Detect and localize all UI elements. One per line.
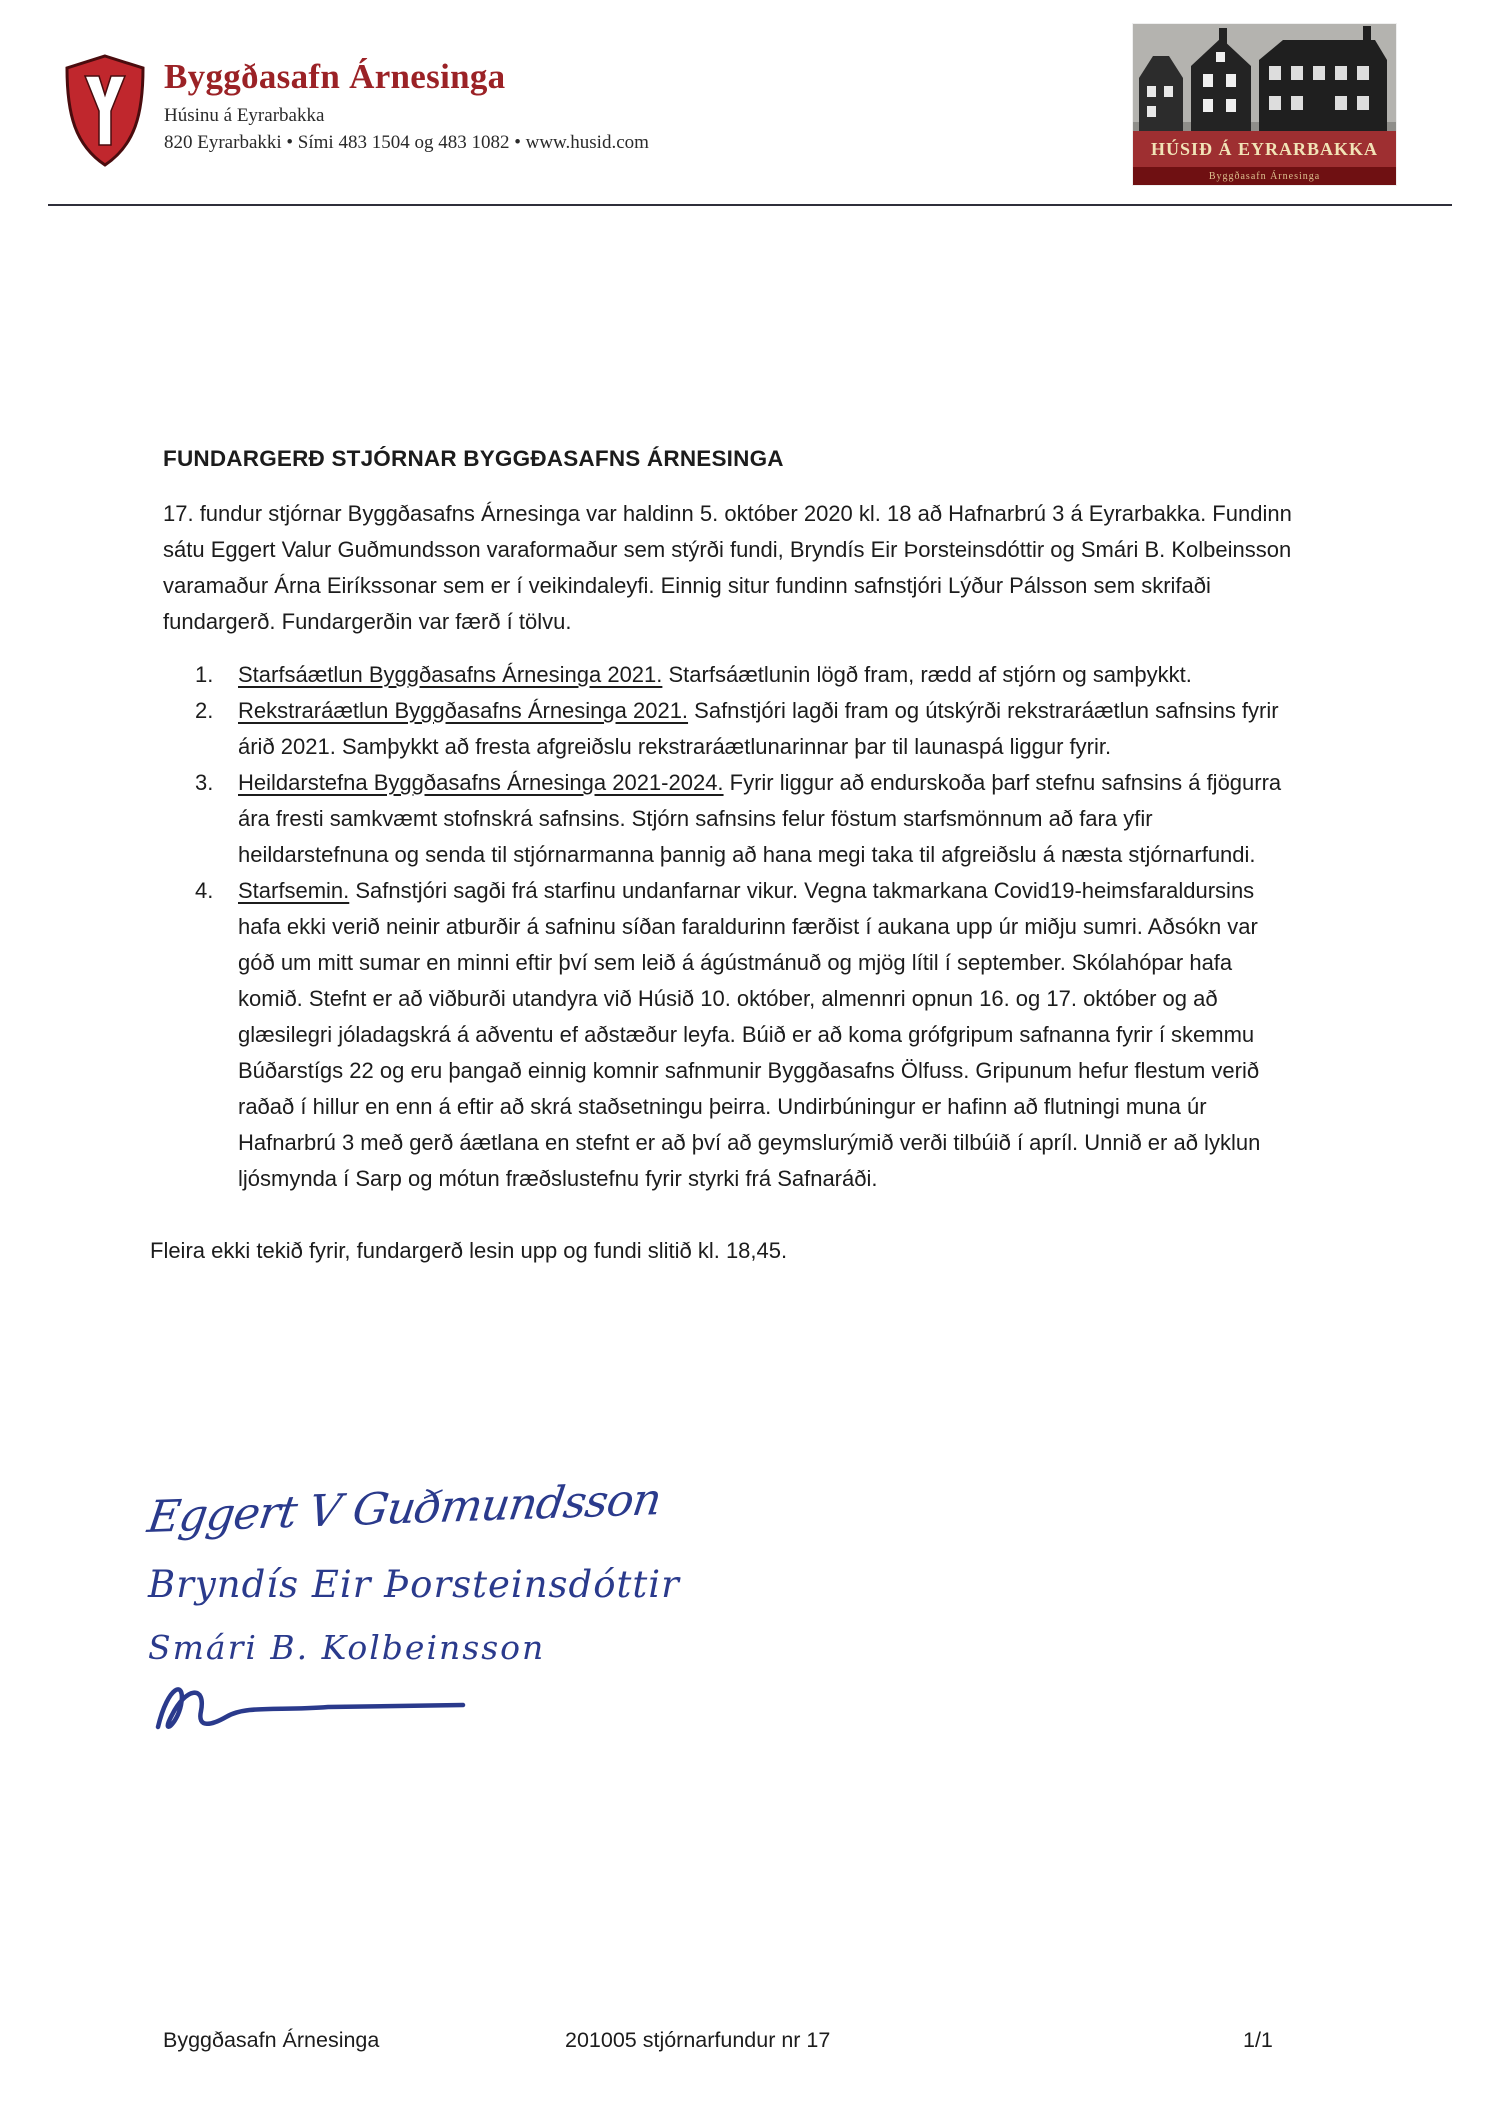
agenda-item-heading: Rekstraráætlun Byggðasafns Árnesinga 2021. xyxy=(238,698,689,723)
agenda-item-number: 2. xyxy=(195,698,214,723)
letterhead-text xyxy=(164,52,649,154)
intro-paragraph: 17. fundur stjórnar Byggðasafns Árnesinga var haldinn 5. október 2020 kl. 18 að Hafnarbrú 3 á Eyrarbakka. Fundinn sátu Eggert Valur Guðmundsson varaformaður sem stýrði fundi, Bryndís Eir Þorsteinsdóttir og Smári B. Kolbeinsson varamaður Árna Eiríkssonar sem er í veikindaleyfi. Einnig situr fundinn safnstjóri Lýður Pálsson sem skrifaði fundargerð. Fundargerðin var færð í tölvu. xyxy=(163,501,1292,634)
agenda-item-text: Fyrir liggur að endurskoða þarf stefnu safnsins á fjögurra ára fresti samkvæmt stofnskrá safnsins. Stjórn safnsins felur föstum starfsmönnum að fara yfir heildarstefnuna og senda til stjórnarmanna þannig að hana megi taka til afgreiðslu á næsta stjórnarfundi. xyxy=(238,770,1282,867)
stamp-subtitle: Byggðasafn Árnesinga xyxy=(1133,167,1396,185)
signature-3-smari: Smári B. Kolbeinsson xyxy=(148,1628,546,1667)
header-divider xyxy=(48,204,1452,206)
footer-org-name: Byggðasafn Árnesinga xyxy=(163,2028,380,2052)
letterhead xyxy=(62,52,649,170)
agenda-item-heading: Heildarstefna Byggðasafns Árnesinga 2021-2024. xyxy=(238,770,724,795)
agenda-item-1 xyxy=(163,657,1295,693)
org-logo-shield-icon xyxy=(62,52,148,170)
org-name: Byggðasafn Árnesinga xyxy=(164,57,506,96)
agenda-item-number: 4. xyxy=(195,878,214,903)
signature-2-bryndis: Bryndís Eir Þorsteinsdóttir xyxy=(148,1563,680,1606)
husid-stamp xyxy=(1133,24,1396,185)
agenda-list xyxy=(163,657,1295,1197)
document-body xyxy=(150,441,1295,1291)
signature-block xyxy=(144,1474,908,1751)
org-tagline: Húsinu á Eyrarbakka xyxy=(164,104,325,126)
signature-1-eggert: Eggert V Guðmundsson xyxy=(144,1474,664,1543)
agenda-item-body xyxy=(238,873,1295,1197)
closing-paragraph: Fleira ekki tekið fyrir, fundargerð lesin upp og fundi slitið kl. 18,45. xyxy=(150,1238,788,1263)
agenda-item-number: 3. xyxy=(195,770,214,795)
agenda-item-number: 1. xyxy=(195,662,214,687)
document-title: FUNDARGERÐ STJÓRNAR BYGGÐASAFNS ÁRNESINGA xyxy=(163,446,784,471)
agenda-item-2 xyxy=(163,693,1295,765)
org-contact-line: 820 Eyrarbakki • Sími 483 1504 og 483 1082 • www.husid.com xyxy=(164,131,649,153)
agenda-item-text: Safnstjóri lagði fram og útskýrði rekstraráætlun safnsins fyrir árið 2021. Samþykkt að fresta afgreiðslu rekstraráætlunarinnar þar til launaspá liggur fyrir. xyxy=(238,698,1279,759)
agenda-item-body xyxy=(238,765,1295,873)
agenda-item-body xyxy=(238,657,1295,693)
agenda-item-4 xyxy=(163,873,1295,1197)
stamp-title: HÚSIÐ Á EYRARBAKKA xyxy=(1133,131,1396,167)
footer-page-number: 1/1 xyxy=(1243,2028,1273,2052)
agenda-item-body xyxy=(238,693,1295,765)
footer-document-id: 201005 stjórnarfundur nr 17 xyxy=(565,2028,831,2052)
agenda-item-3 xyxy=(163,765,1295,873)
houses-silhouette-icon xyxy=(1133,24,1396,131)
agenda-item-heading: Starfsemin. xyxy=(238,878,350,903)
agenda-item-text: Safnstjóri sagði frá starfinu undanfarnar vikur. Vegna takmarkana Covid19-heimsfaraldursins hafa ekki verið neinir atburðir á safninu síðan faraldurinn færðist í aukana upp úr miðju sumri. Aðsókn var góð um mitt sumar en minni eftir því sem leið á ágústmánuð og mjög lítil í september. Skólahópar hafa komið. Stefnt er að viðburði utandyra við Húsið 10. október, almennri opnun 16. og 17. október og að glæsilegri jóladagskrá á aðventu ef aðstæður leyfa. Búið er að koma grófgripum safnanna fyrir í skemmu Búðarstígs 22 og eru þangað einnig komnir safnmunir Byggðasafns Ölfuss. Gripunum hefur flestum verið raðað í hillur en enn á eftir að skrá staðsetningu þeirra. Undirbúningur er hafinn að flutningi muna úr Hafnarbrú 3 með gerð áætlana en stefnt er að því að geymslurýmið verði tilbúið í apríl. Unnið er að lyklun ljósmynda í Sarp og mótun fræðslustefnu fyrir styrki frá Safnaráði. xyxy=(238,878,1261,1191)
signature-4-scrawl-icon xyxy=(148,1675,908,1751)
agenda-item-heading: Starfsáætlun Byggðasafns Árnesinga 2021. xyxy=(238,662,663,687)
agenda-item-text: Starfsáætlunin lögð fram, rædd af stjórn og samþykkt. xyxy=(662,662,1192,687)
